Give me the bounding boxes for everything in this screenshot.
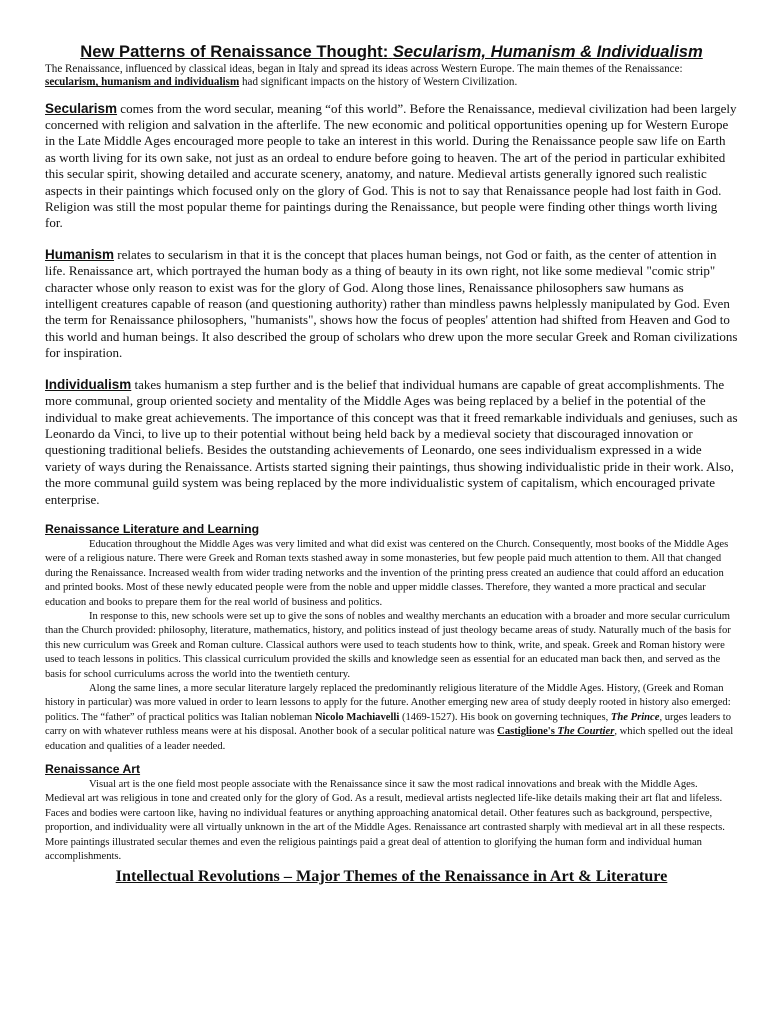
literature-paragraph-2: In response to this, new schools were set up to give the sons of nobles and wealthy merchants an education with a broader and more secular curriculum than the Church provided: philosophy, literature, mathematics, history, and politics instead of just theology became areas of study. Naturally much of the basis for this new curriculum was Greek and Roman culture. Classical authors were used to teach students how to think, write, and speak. Greek and Roman history were used to teach lessons in politics. This classical curriculum provided the skills and knowledge seen as essential for an educated man back then, and served as the basis for school curriculums across the world into the twentieth century. <box>45 610 731 680</box>
secularism-keyword: Secularism <box>45 100 118 116</box>
intro-text-before: The Renaissance, influenced by classical ideas, began in Italy and spread its ideas across Western Europe. The main themes of the Renaissance: <box>45 63 683 75</box>
humanism-keyword: Humanism <box>45 246 115 262</box>
intro-text-after: had significant impacts on the history of Western Civilization. <box>241 76 518 89</box>
footer-title: Intellectual Revolutions – Major Themes of the Renaissance in Art & Literature <box>115 867 668 886</box>
secularism-paragraph <box>45 101 738 232</box>
individualism-text: takes humanism a step further and is the belief that individual humans are capable of great accomplishments. The more communal, group oriented society and mentality of the Middle Ages was being replaced by a belief in the potential of the individual to make great achievements. The importance of this concept was that it freed remarkable individuals and geniuses, such as Leonardo da Vinci, to live up to their potential without being held back by a medieval society that discouraged innovation or questioning traditional beliefs. Besides the outstanding achievements of Leonardo, one sees individualism expressed in a wide variety of ways during the Renaissance. Artists started signing their paintings, thus showing individualistic pride in their work. Also, the more communal guild system was being replaced by the more individualistic system of capitalism, which encouraged private enterprise. <box>45 376 738 507</box>
individualism-keyword: Individualism <box>45 376 132 392</box>
intro-paragraph <box>45 63 738 90</box>
intro-themes: secularism, humanism and individualism <box>45 76 240 89</box>
humanism-paragraph <box>45 247 738 362</box>
literature-heading: Renaissance Literature and Learning <box>45 521 260 536</box>
secularism-text: comes from the word secular, meaning “of this world”. Before the Renaissance, medieval civilization had been largely concerned with religion and salvation in the afterlife. The new economic and political opportunities opening up for Western Europe in the Late Middle Ages encouraged more people to take an interest in this world. During the Renaissance people saw life on Earth as worth living for its own sake, not just as an ordeal to endure before going to heaven. The art of the period in particular exhibited this secular spirit, showing detailed and accurate scenery, anatomy, and nature. Medieval artists generally ignored such realistic aspects in their paintings which focused only on the glory of God. This is not to say that Renaissance people had lost faith in God. Religion was still the most popular theme for paintings during the Renaissance, but people were finding other things worth living for. <box>45 100 737 231</box>
page-title <box>45 42 738 62</box>
the-courtier-title: The Courtier <box>557 726 615 738</box>
individualism-paragraph <box>45 377 738 508</box>
humanism-text: relates to secularism in that it is the concept that places human beings, not God or faith, as the center of attention in life. Renaissance art, which portrayed the human body as a thing of beauty in its own right, not like some medieval "comic strip" character whose only reason to exist was for the glory of God. Along those lines, Renaissance philosophers saw humans as intelligent creatures capable of reason (and questioning authority) rather than mindless pawns helplessly manipulated by God. Even the term for Renaissance philosophers, "humanists", shows how the focus of peoples' attention had shifted from Heaven and God to this world and human beings. It also described the group of scholars who drew upon the more secular Greek and Roman civilizations for inspiration. <box>45 246 738 361</box>
literature-p3-text-a: Along the same lines, a more secular literature largely replaced the predominantly religious literature of the Middle Ages. History, (Greek and Roman history in particular) was more valued in order to learn lessons to apply for the future. Another emerging new area of study deeply rooted in history also emerged: politics. The “father” of practical politics was Italian nobleman <box>45 683 731 723</box>
literature-paragraph-3 <box>45 682 738 754</box>
literature-p3-text-b: (1469-1527). His book on governing techniques, <box>401 711 609 723</box>
title-italic: Secularism, Humanism & Individualism <box>392 42 703 61</box>
literature-paragraph-1: Education throughout the Middle Ages was very limited and what did exist was centered on the Church. Consequently, most books of the Middle Ages were of a religious nature. There were Greek and Roman texts stashed away in some monasteries, but few people paid much attention to them. All that changed during the Renaissance. Increased wealth from wider trading networks and the invention of the printing press created an audience that could afford an education and printed books. Most of these newly educated people were from the noble and upper middle classes. Therefore, they wanted a more practical and secular education and books to prepare them for the real world of business and politics. <box>45 538 729 608</box>
castiglione-name: Castiglione's <box>497 726 555 738</box>
title-plain: New Patterns of Renaissance Thought: <box>80 42 389 61</box>
machiavelli-name: Nicolo Machiavelli <box>314 711 400 723</box>
literature-p3-text-c: , urges leaders to carry on with whatever ruthless means were at his disposal. Another book of a secular political nature was <box>45 711 732 738</box>
art-paragraph: Visual art is the one field most people associate with the Renaissance since it saw the most radical innovations and break with the Middle Ages. Medieval art was religious in tone and created only for the glory of God. As a result, medieval artists neglected life-like details making their art flat and lifeless. Faces and bodies were cartoon like, having no individual features or anything approaching anatomical detail. Other features such as background, perspective, proportion, and individuality were all virtually unknown in the art of the Middle Ages. Renaissance art contrasted sharply with medieval art in all these respects. More paintings illustrated secular themes and even the religious paintings paid a great deal of attention to glorifying the human form and individual human accomplishments. <box>45 779 725 863</box>
literature-p3-text-d: , which spelled out the ideal education and qualities of a leader needed. <box>45 726 734 752</box>
the-prince-title: The Prince <box>610 711 660 723</box>
art-heading: Renaissance Art <box>45 762 141 777</box>
